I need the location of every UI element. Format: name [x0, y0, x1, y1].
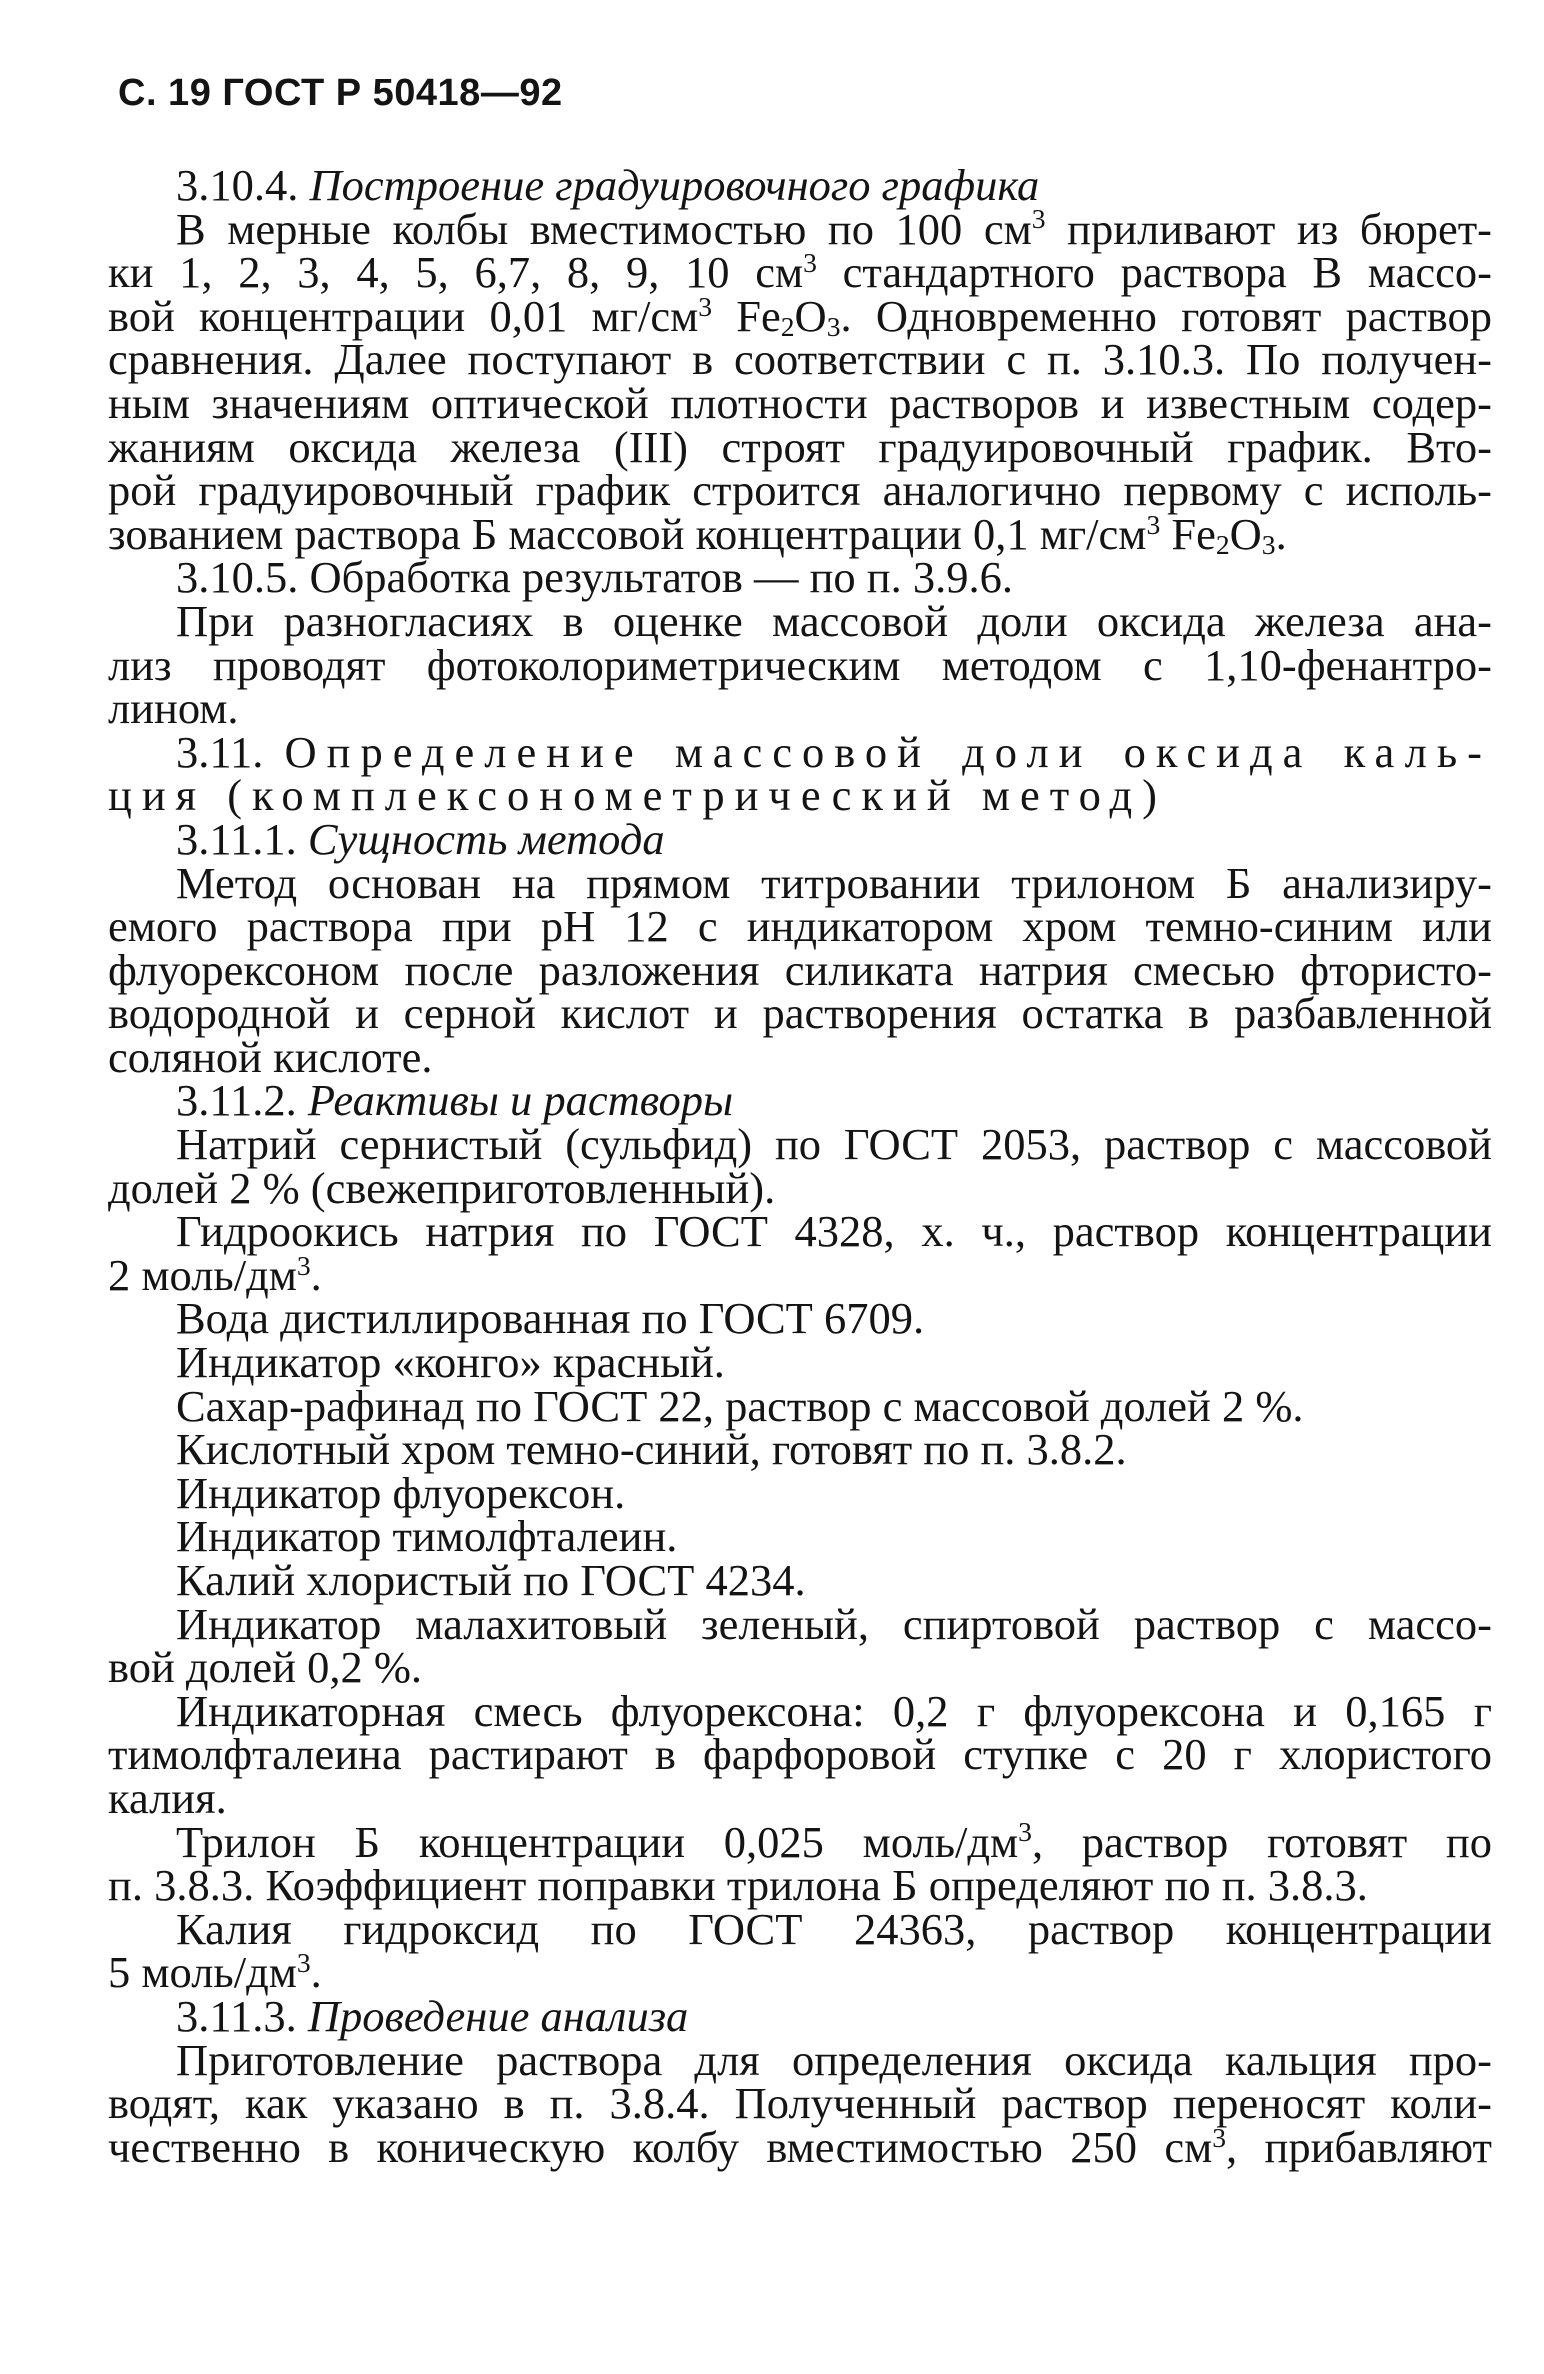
text-run: Трилон Б концентрации 0,025 моль/дм	[176, 1816, 1019, 1867]
text-run: водят, как указано в п. 3.8.4. Полученный раствор переносят коли-	[108, 2078, 1492, 2129]
text-run: Реактивы и растворы	[307, 1075, 734, 1126]
text-run: Fe	[712, 290, 781, 341]
text-line	[176, 1685, 1492, 1736]
text-line	[108, 639, 1492, 690]
text-run: лиз проводят фотоколориметрическим методом с 1,10-фенантро-	[108, 639, 1492, 690]
text-run: ки 1, 2, 3, 4, 5, 6,7, 8, 9, 10 см	[108, 247, 804, 298]
text-run: 3.10.4.	[176, 160, 310, 210]
text-run: . Одновременно готовят раствор	[840, 290, 1492, 341]
text-run: сравнения. Далее поступают в соответствии с п. 3.10.3. По получен-	[108, 334, 1492, 385]
text-line	[176, 552, 1492, 603]
superscript: 3	[296, 1947, 311, 1979]
text-line	[108, 770, 1492, 821]
text-run: 5 моль/дм	[108, 1947, 297, 1998]
text-run: Индикатор тимолфталеин.	[176, 1511, 678, 1562]
page-header: С. 19 ГОСТ Р 50418—92	[118, 72, 563, 114]
text-line	[108, 1162, 1492, 1213]
superscript: 3	[698, 290, 713, 322]
text-run: Калий хлористый по ГОСТ 4234.	[176, 1555, 806, 1605]
text-run: 2 моль/дм	[108, 1249, 297, 1300]
text-line	[176, 813, 1492, 864]
subscript: 2	[780, 311, 795, 343]
text-line	[108, 988, 1492, 1039]
superscript: 3	[803, 247, 817, 279]
text-line	[176, 2034, 1492, 2085]
text-line	[108, 1947, 1492, 1998]
subscript: 3	[826, 311, 841, 343]
text-line	[176, 857, 1492, 908]
text-line	[176, 1598, 1492, 1649]
subscript: 3	[1261, 529, 1276, 561]
text-line	[176, 1467, 1492, 1518]
text-line	[108, 465, 1492, 516]
text-run: Метод основан на прямом титровании трилоном Б анализиру-	[176, 857, 1492, 908]
text-run: Определение массовой доли оксида каль-	[284, 726, 1492, 777]
text-line	[176, 595, 1492, 646]
text-line	[108, 508, 1492, 561]
text-line	[176, 1206, 1492, 1257]
text-line	[108, 2121, 1492, 2172]
text-run: Калия гидроксид по ГОСТ 24363, раствор концентрации	[176, 1903, 1492, 1954]
superscript: 3	[296, 1249, 311, 1281]
text-line	[108, 683, 1492, 734]
subscript: 2	[1215, 529, 1230, 561]
text-run: .	[310, 1249, 322, 1300]
text-run: тимолфталеина растирают в фарфоровой ступке с 20 г хлористого	[108, 1729, 1492, 1780]
text-run: Индикатор флуорексон.	[176, 1467, 626, 1518]
text-run: жаниям оксида железа (III) строят градуировочный график. Вто-	[108, 421, 1492, 472]
text-run: Сахар-рафинад по ГОСТ 22, раствор с массовой долей 2 %.	[176, 1380, 1304, 1431]
text-line	[108, 290, 1492, 343]
text-line	[108, 1642, 1492, 1693]
text-run: лином.	[108, 683, 239, 734]
text-line	[176, 1119, 1492, 1170]
text-line	[176, 1293, 1492, 1344]
superscript: 3	[1018, 1816, 1032, 1848]
text-run: чественно в коническую колбу вместимостью 250 см	[108, 2121, 1213, 2172]
text-line	[108, 944, 1492, 995]
text-run: .	[1275, 508, 1287, 559]
text-run: Приготовление раствора для определения оксида кальция про-	[176, 2034, 1492, 2085]
text-run: Индикатор малахитовый зеленый, спиртовой раствор с массо-	[176, 1598, 1492, 1649]
text-line	[176, 1903, 1492, 1954]
text-run: 3.10.5. Обработка результатов — по п. 3.9.6.	[176, 552, 1013, 603]
superscript: 3	[1212, 2121, 1227, 2153]
text-line	[108, 901, 1492, 952]
text-run: емого раствора при pH 12 с индикатором хром темно-синим или	[108, 901, 1492, 952]
text-line	[176, 1555, 1492, 1605]
text-run: Кислотный хром темно-синий, готовят по п. 3.8.2.	[176, 1424, 1127, 1475]
text-run: Индикатор «конго» красный.	[176, 1337, 725, 1388]
text-run: калия.	[108, 1772, 227, 1823]
text-run: Натрий сернистый (сульфид) по ГОСТ 2053, раствор с массовой	[176, 1119, 1492, 1170]
text-line	[108, 421, 1492, 472]
text-run: 3.11.1.	[176, 813, 308, 864]
text-run: Проведение анализа	[307, 1990, 689, 2041]
text-run: Сущность метода	[307, 813, 665, 864]
text-line	[176, 1424, 1492, 1475]
text-line	[108, 1249, 1492, 1300]
text-line	[108, 247, 1492, 298]
text-run: Вода дистиллированная по ГОСТ 6709.	[176, 1293, 925, 1344]
text-run: стандартного раствора В массо-	[816, 247, 1492, 298]
text-line	[108, 1860, 1492, 1911]
text-run: 3.11.2.	[176, 1075, 308, 1126]
text-run: флуорексоном после разложения силиката натрия смесью фтористо-	[108, 944, 1492, 995]
text-line	[176, 726, 1492, 777]
text-line	[176, 1337, 1492, 1388]
text-run: Индикаторная смесь флуорексона: 0,2 г флуорексона и 0,165 г	[176, 1685, 1492, 1736]
text-run: В мерные колбы вместимостью по 100 см	[176, 203, 1032, 254]
text-run: .	[310, 1947, 322, 1998]
text-run: Гидроокись натрия по ГОСТ 4328, х. ч., раствор концентрации	[176, 1206, 1492, 1257]
text-run: ция (комплексонометрический метод)	[108, 770, 1167, 821]
text-line	[108, 1772, 1492, 1823]
superscript: 3	[1031, 203, 1046, 235]
text-line	[176, 1075, 1492, 1126]
text-line	[176, 203, 1492, 254]
text-run: приливают из бюрет-	[1045, 203, 1492, 254]
text-run: зованием раствора Б массовой концентрации 0,1 мг/см	[108, 508, 1147, 559]
text-run: При разногласиях в оценке массовой доли оксида железа ана-	[176, 595, 1492, 646]
text-run: O	[794, 290, 827, 341]
text-run: , раствор готовят по	[1031, 1816, 1492, 1867]
text-run: Fe	[1160, 508, 1216, 559]
text-run: вой долей 0,2 %.	[108, 1642, 423, 1693]
text-run: 3.11.	[176, 726, 285, 777]
text-line	[108, 334, 1492, 385]
text-run: долей 2 % (свежеприготовленный).	[108, 1162, 776, 1213]
text-line	[176, 1511, 1492, 1562]
text-run: ным значениям оптической плотности растворов и известным содер-	[108, 377, 1492, 428]
document-body	[108, 160, 1492, 2172]
text-line	[176, 160, 1492, 210]
text-run: п. 3.8.3. Коэффициент поправки трилона Б определяют по п. 3.8.3.	[108, 1860, 1368, 1911]
text-run: рой градуировочный график строится аналогично первому с исполь-	[108, 465, 1492, 516]
text-line	[176, 1990, 1492, 2041]
text-run: водородной и серной кислот и растворения остатка в разбавленной	[108, 988, 1492, 1039]
text-line	[176, 1816, 1492, 1867]
text-run: Построение градуировочного графика	[309, 160, 1040, 210]
text-line	[108, 377, 1492, 428]
superscript: 3	[1146, 508, 1161, 540]
text-line	[108, 1729, 1492, 1780]
text-run: , прибавляют	[1226, 2121, 1492, 2172]
text-run: 3.11.3.	[176, 1990, 308, 2041]
text-line	[108, 1031, 1492, 1082]
text-run: O	[1229, 508, 1262, 559]
text-line	[176, 1380, 1492, 1431]
text-run: вой концентрации 0,01 мг/см	[108, 290, 699, 341]
text-line	[108, 2078, 1492, 2129]
text-run: соляной кислоте.	[108, 1031, 433, 1082]
